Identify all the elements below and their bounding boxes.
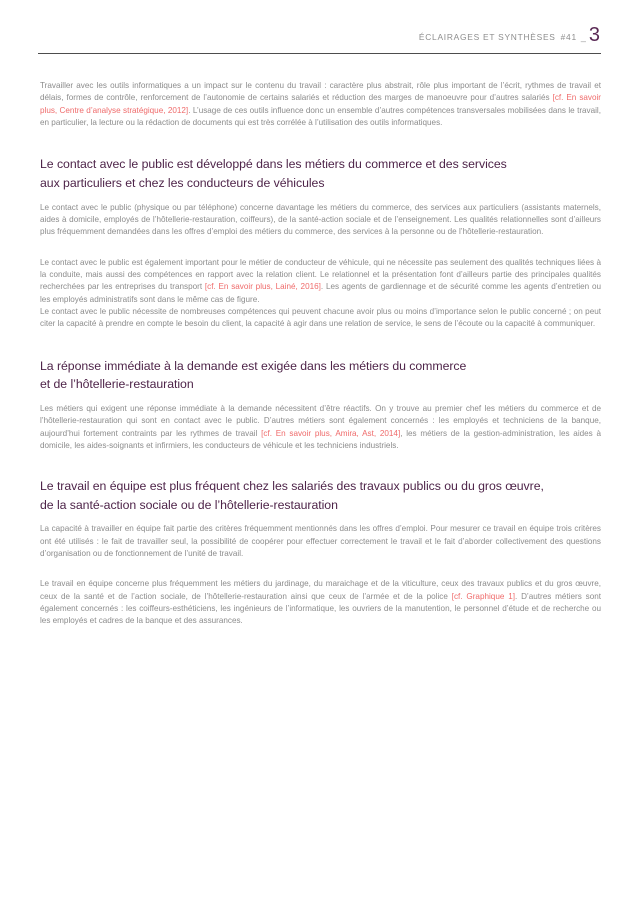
section-2-paragraph-1 bbox=[40, 403, 601, 452]
running-header-issue: #41 bbox=[560, 32, 577, 42]
section-1-paragraph-3 bbox=[40, 306, 601, 331]
citation-reference[interactable]: [cf. En savoir plus, Lainé, 2016] bbox=[204, 282, 321, 292]
paragraph-text-part1: Le travail en équipe concerne plus fréquemment les métiers du jardinage, du maraichage et de la viticulture, ceux des travaux publics et du gros œuvre, ceux de la santé et de l’action sociale, de l’hôtellerie-restauration ainsi que ceux de l’armée et de la police bbox=[40, 579, 601, 601]
spacer bbox=[40, 248, 601, 257]
intro-paragraph bbox=[40, 80, 601, 129]
paragraph-text-part2: , les métiers de la gestion-administration, les aides à domicile, les aides-soignants et infirmiers, les conducteurs de véhicule et les techniciens industriels. bbox=[40, 428, 601, 450]
paragraph-text-part1: Le contact avec le public nécessite de nombreuses compétences qui peuvent chacune avoir plus ou moins d’importance selon le public concerné ; on peut citer la capacité à prendre en compte le besoin du client, la capacité à agir dans une relation de service, le sens de l’écoute ou la capacité à communiquer. bbox=[40, 306, 601, 329]
paragraph-text-part1: Les métiers qui exigent une réponse immédiate à la demande nécessitent d’être réactifs. On y trouve au premier chef les métiers du commerce et de l’hôtellerie-restauration qui sont en contact avec le public. D’autres métiers sont également concernés : les employés et techniciens de la banque, aujourd’hui fortement contraints par les rythmes de travail bbox=[40, 403, 601, 438]
section-heading-3 bbox=[40, 477, 601, 514]
spacer bbox=[40, 394, 601, 403]
section-heading-2-line1: La réponse immédiate à la demande est exigée dans les métiers du commerce bbox=[40, 358, 467, 373]
header-divider-rule bbox=[38, 53, 601, 54]
section-1-paragraph-2 bbox=[40, 257, 601, 306]
section-heading-2 bbox=[40, 357, 601, 394]
section-heading-1 bbox=[40, 155, 601, 192]
section-heading-2-line2: et de l’hôtellerie-restauration bbox=[40, 377, 194, 392]
section-heading-1-line2: aux particuliers et chez les conducteurs de véhicules bbox=[40, 175, 325, 190]
spacer bbox=[40, 340, 601, 357]
paragraph-text-part2: . Les agents de gardiennage et de sécurité comme les agents d’entretien ou les employés administratifs sont dans le même cas de figure. bbox=[40, 282, 601, 304]
spacer bbox=[40, 569, 601, 578]
running-header-title: ÉCLAIRAGES ET SYNTHÈSES bbox=[418, 32, 556, 42]
section-heading-3-line1: Le travail en équipe est plus fréquent chez les salariés des travaux publics ou du gros œuvre, bbox=[40, 479, 544, 494]
spacer bbox=[40, 138, 601, 155]
spacer bbox=[40, 514, 601, 523]
paragraph-text-part1: La capacité à travailler en équipe fait partie des critères fréquemment mentionnés dans les offres d’emploi. Pour mesurer ce travail en équipe trois critères ont été utilisés : le fait de travailler seul, la possibilité de coopérer pour effectuer correctement le travail et le fait d’aborder collectivement des questions d’organisation ou de fonctionnement de l’unité de travail. bbox=[40, 524, 601, 559]
citation-reference[interactable]: [cf. En savoir plus, Centre d’analyse stratégique, 2012] bbox=[40, 93, 601, 115]
paragraph-text-part1: Le contact avec le public est également important pour le métier de conducteur de véhicule, qui ne nécessite pas seulement des qualités techniques liées à la conduite, mais aussi des compétences en rapport avec la relation client. Le relationnel et la présentation font d’ailleurs partie des principales qualités recherchées par les entreprises du transport bbox=[40, 257, 601, 292]
citation-reference[interactable]: [cf. Graphique 1] bbox=[451, 591, 515, 601]
intro-paragraph-text-part1: Travailler avec les outils informatiques a un impact sur le contenu du travail : caractère plus abstrait, rôle plus important de l’écrit, rythmes de travail et délais, formes de contrôle, renforcement de l’autonomie de certains salariés et réduction des marges de manoeuvre pour d’autres salariés bbox=[40, 81, 601, 103]
citation-reference[interactable]: [cf. En savoir plus, Amira, Ast, 2014] bbox=[261, 428, 401, 438]
section-1-paragraph-1 bbox=[40, 202, 601, 239]
spacer bbox=[40, 461, 601, 477]
intro-paragraph-text-part2: . L’usage de ces outils influence donc un ensemble d’autres compétences transversales mobilisées dans le travail, en particulier, la lecture ou la rédaction de documents qui est très corrélée à l’utilisation des outils informatiques. bbox=[40, 105, 601, 128]
section-3-paragraph-1 bbox=[40, 523, 601, 560]
document-content bbox=[40, 80, 601, 637]
section-heading-3-line2: de la santé-action sociale ou de l’hôtellerie-restauration bbox=[40, 497, 338, 512]
running-header-separator: _ bbox=[580, 32, 586, 42]
page-number: 3 bbox=[588, 24, 600, 46]
paragraph-text-part2: . D’autres métiers sont également concernés : les coiffeurs-esthéticiens, les ingénieurs de l’informatique, les ouvriers de la manutention, le personnel d’étude et de recherche ou les employés et cadres de la banque et des assurances. bbox=[40, 591, 601, 626]
section-3-paragraph-2 bbox=[40, 578, 601, 627]
running-header bbox=[38, 24, 600, 50]
spacer bbox=[40, 193, 601, 202]
section-heading-1-line1: Le contact avec le public est développé dans les métiers du commerce et des services bbox=[40, 157, 507, 172]
paragraph-text-part1: Le contact avec le public (physique ou par téléphone) concerne davantage les métiers du commerce, des services aux particuliers (assistants maternels, aides à domicile, employés de l’hôtellerie-restauration, coiffeurs), de la santé-action sociale et de l’enseignement. Les qualités relationnelles sont d’ailleurs plus fréquemment demandées dans les offres d’emploi des métiers du commerce, des services à la personne ou de l’hôtellerie-restauration. bbox=[40, 202, 601, 237]
